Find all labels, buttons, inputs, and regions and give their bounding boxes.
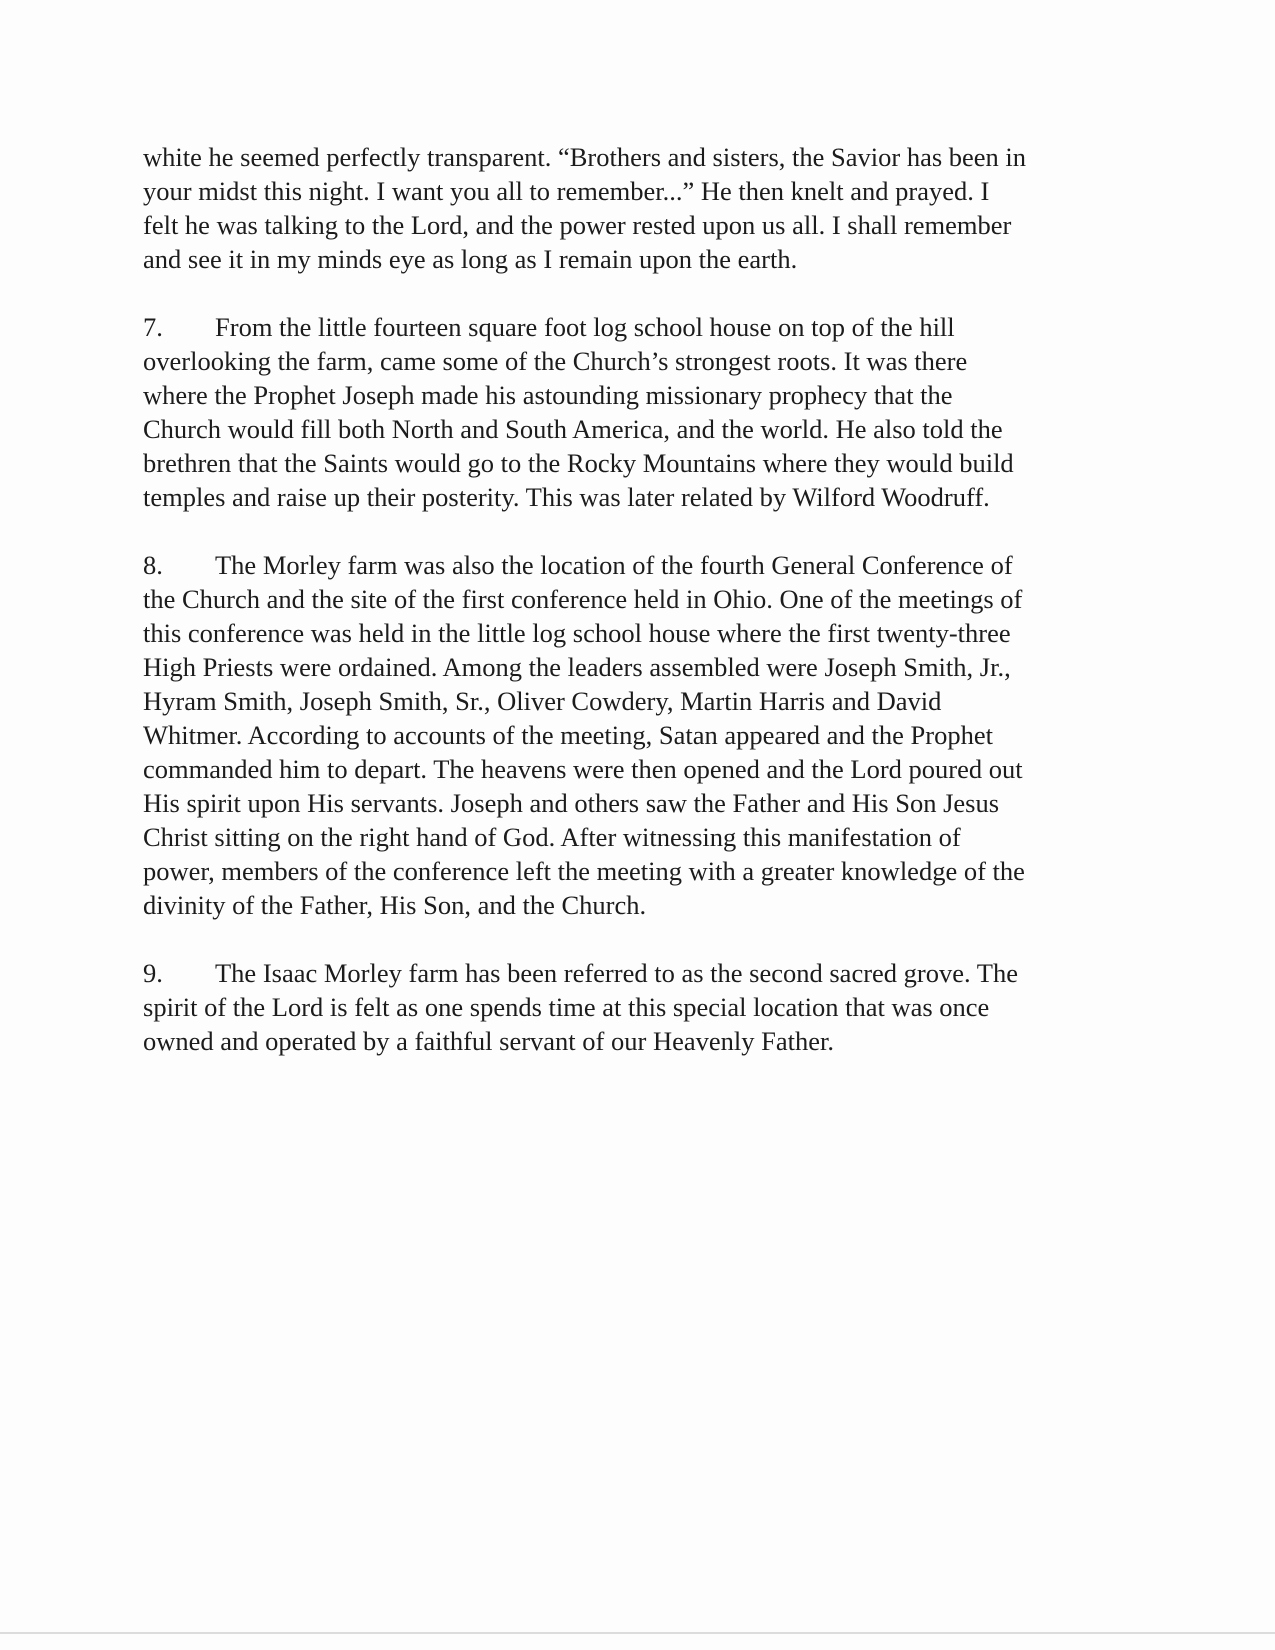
text-line: where the Prophet Joseph made his astounding missionary prophecy that the <box>143 380 953 410</box>
text-line: His spirit upon His servants. Joseph and others saw the Father and His Son Jesus <box>143 788 1000 818</box>
text-line: Christ sitting on the right hand of God. After witnessing this manifestation of <box>143 822 961 852</box>
text-line: commanded him to depart. The heavens were then opened and the Lord poured out <box>143 754 1023 784</box>
document-body <box>143 140 1123 1092</box>
scan-edge-line <box>0 1632 1275 1634</box>
paragraph-continuation <box>143 140 1123 276</box>
text-line: this conference was held in the little log school house where the first twenty-three <box>143 618 1011 648</box>
text-line: your midst this night. I want you all to remember...” He then knelt and prayed. I <box>143 176 990 206</box>
paragraph-number: 8. <box>143 550 163 580</box>
text-line-content: From the little fourteen square foot log school house on top of the hill <box>215 312 955 342</box>
paragraph-8 <box>143 548 1123 922</box>
text-line: felt he was talking to the Lord, and the power rested upon us all. I shall remember <box>143 210 1012 240</box>
text-line: and see it in my minds eye as long as I remain upon the earth. <box>143 244 798 274</box>
text-line-content: The Isaac Morley farm has been referred to as the second sacred grove. The <box>215 958 1018 988</box>
text-line: spirit of the Lord is felt as one spends time at this special location that was once <box>143 992 990 1022</box>
text-line: divinity of the Father, His Son, and the Church. <box>143 890 647 920</box>
text-line: owned and operated by a faithful servant of our Heavenly Father. <box>143 1026 834 1056</box>
text-line-content: The Morley farm was also the location of the fourth General Conference of <box>215 550 1013 580</box>
text-line <box>143 548 1123 582</box>
text-line: High Priests were ordained. Among the leaders assembled were Joseph Smith, Jr., <box>143 652 1011 682</box>
text-line <box>143 956 1123 990</box>
paragraph-9 <box>143 956 1123 1058</box>
text-line: brethren that the Saints would go to the Rocky Mountains where they would build <box>143 448 1014 478</box>
paragraph-number: 9. <box>143 958 163 988</box>
paragraph-number: 7. <box>143 312 163 342</box>
text-line: the Church and the site of the first conference held in Ohio. One of the meetings of <box>143 584 1023 614</box>
paragraph-7 <box>143 310 1123 514</box>
text-line: Church would fill both North and South America, and the world. He also told the <box>143 414 1003 444</box>
text-line <box>143 310 1123 344</box>
text-line: overlooking the farm, came some of the Church’s strongest roots. It was there <box>143 346 968 376</box>
text-line: power, members of the conference left the meeting with a greater knowledge of the <box>143 856 1025 886</box>
text-line: Hyram Smith, Joseph Smith, Sr., Oliver Cowdery, Martin Harris and David <box>143 686 942 716</box>
text-line: temples and raise up their posterity. This was later related by Wilford Woodruff. <box>143 482 990 512</box>
text-line: white he seemed perfectly transparent. “Brothers and sisters, the Savior has been in <box>143 142 1027 172</box>
text-line: Whitmer. According to accounts of the meeting, Satan appeared and the Prophet <box>143 720 993 750</box>
